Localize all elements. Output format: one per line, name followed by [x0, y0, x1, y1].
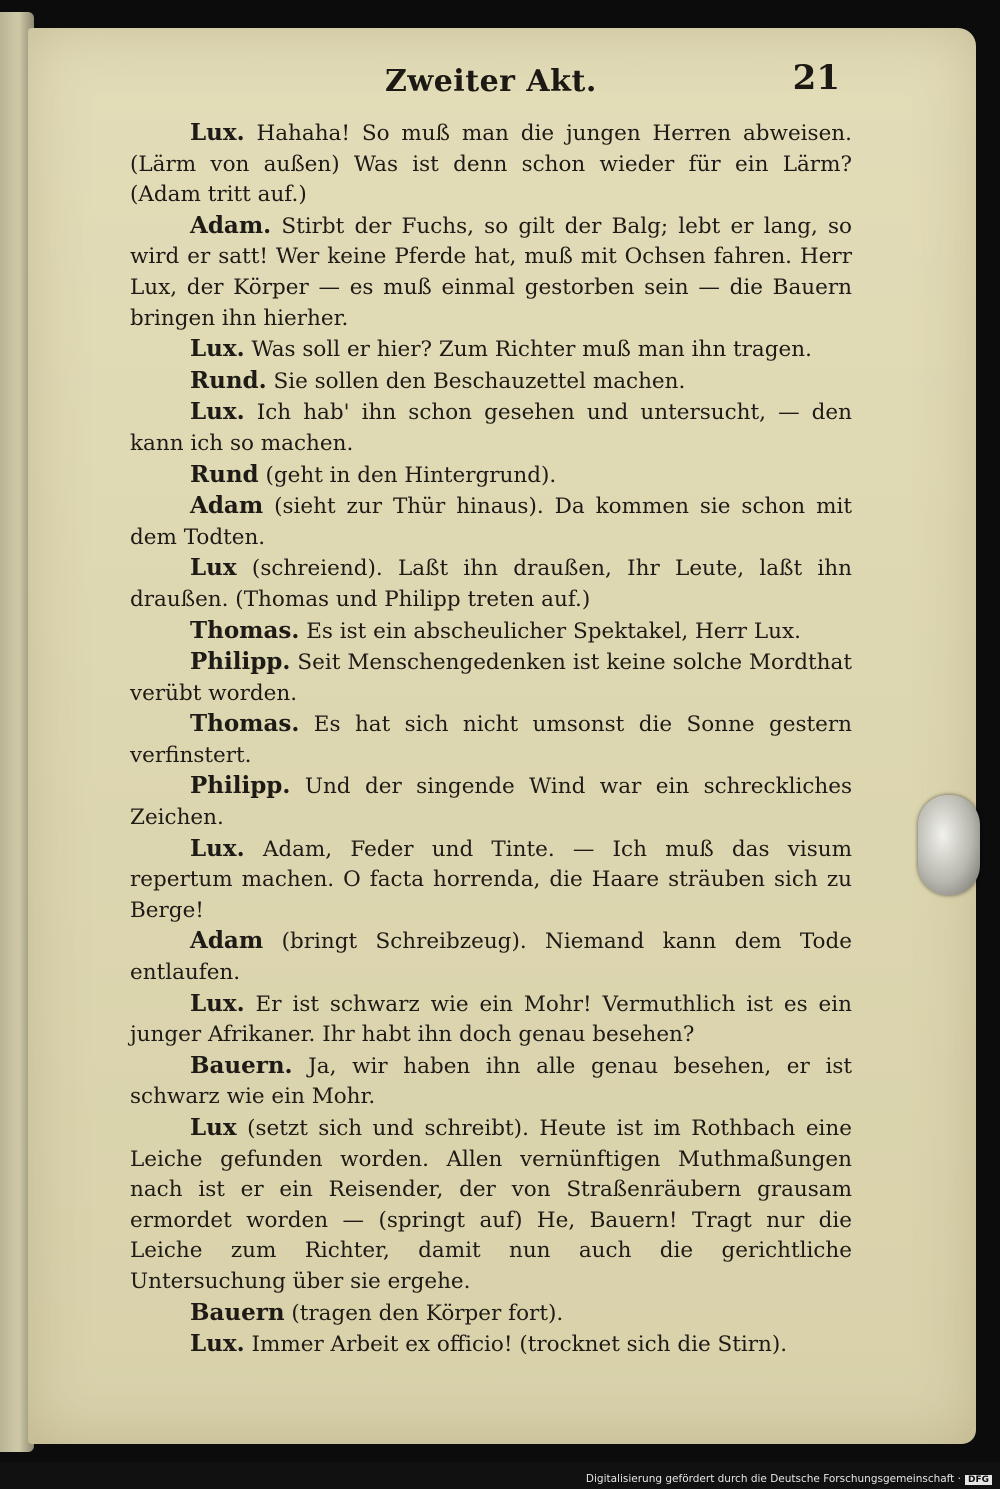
paragraph [130, 834, 852, 927]
page-header [385, 58, 840, 108]
speaker-name: Adam [190, 492, 264, 520]
paragraph [130, 616, 852, 648]
paragraph [130, 397, 852, 459]
paragraph [130, 211, 852, 334]
speaker-name: Rund. [190, 366, 267, 394]
paragraph [130, 709, 852, 771]
speaker-name: Lux [190, 1114, 237, 1141]
dialogue-text: (schreiend). Laßt ihn draußen, Ihr Leute, laßt ihn draußen. (Thomas und Philipp treten auf.) [130, 556, 852, 612]
paragraph [130, 926, 852, 988]
dialogue-text: Adam, Feder und Tinte. — Ich muß das visum repertum machen. O facta horrenda, die Haare sträuben sich zu Berge! [130, 836, 852, 923]
footer-credit [586, 1473, 992, 1485]
paragraph [130, 647, 852, 709]
speaker-name: Adam. [190, 211, 272, 239]
dialogue-text: Immer Arbeit ex officio! (trocknet sich die Stirn). [244, 1332, 788, 1358]
speaker-name: Bauern [190, 1298, 285, 1326]
speaker-name: Lux. [190, 119, 245, 146]
paragraph [130, 491, 852, 553]
paragraph [130, 460, 852, 492]
dialogue-text: (geht in den Hintergrund). [258, 462, 557, 488]
speaker-name: Adam [190, 927, 264, 955]
speaker-name: Philipp. [190, 772, 291, 800]
paragraph [130, 334, 852, 366]
dialogue-text: Was soll er hier? Zum Richter muß man ihn tragen. [244, 337, 812, 363]
dialogue-text: Sie sollen den Beschauzettel machen. [266, 368, 686, 394]
dialogue-text: (setzt sich und schreibt). Heute ist im Rothbach eine Leiche gefunden worden. Allen vernünftigen Muthmaßungen nach ist er ein Reisender, der von Straßenräubern grausam ermordet worden — (springt auf) He, Bauern! Tragt nur die Leiche zum Richter, damit nun auch die gerichtliche Untersuchung über sie ergehe. [130, 1116, 852, 1294]
dialogue-text: Hahaha! So muß man die jungen Herren abweisen. (Lärm von außen) Was ist denn schon wieder für ein Lärm? (Adam tritt auf.) [130, 121, 852, 208]
dialogue-text: (tragen den Körper fort). [284, 1300, 564, 1326]
dialogue-text: Es ist ein abscheulicher Spektakel, Herr Lux. [299, 618, 801, 644]
paragraph [130, 989, 852, 1051]
dialogue-text: Es hat sich nicht umsonst die Sonne gestern verfinstert. [130, 712, 852, 768]
dialogue-text: Ich hab' ihn schon gesehen und untersucht, — den kann ich so machen. [130, 400, 852, 456]
speaker-name: Thomas. [190, 616, 300, 644]
speaker-name: Lux [190, 554, 237, 582]
page-number: 21 [792, 58, 840, 98]
dialogue-text: Und der singende Wind war ein schreckliches Zeichen. [130, 774, 852, 831]
dialogue-text: Seit Menschengedenken ist keine solche Mordthat verübt worden. [130, 650, 852, 706]
speaker-name: Lux. [190, 335, 245, 363]
dialogue-text: Er ist schwarz wie ein Mohr! Vermuthlich ist es ein junger Afrikaner. Ihr habt ihn doch genau besehen? [130, 991, 852, 1048]
dialogue-text: Ja, wir haben ihn alle genau besehen, er ist schwarz wie ein Mohr. [130, 1053, 852, 1110]
paragraph [130, 771, 852, 833]
speaker-name: Lux. [190, 989, 245, 1017]
dialogue-text: Stirbt der Fuchs, so gilt der Balg; lebt er lang, so wird er satt! Wer keine Pferde hat, muß mit Ochsen fahren. Herr Lux, der Körper — es muß einmal gestorben sein — die Bauern bringen ihn hierher. [130, 213, 852, 331]
speaker-name: Lux. [190, 398, 245, 426]
speaker-name: Thomas. [190, 710, 300, 738]
speaker-name: Bauern. [190, 1051, 293, 1079]
dialogue-text: (bringt Schreibzeug). Niemand kann dem Tode entlaufen. [130, 929, 852, 986]
speaker-name: Rund [190, 460, 259, 488]
dfg-logo: DFG [965, 1475, 992, 1485]
paragraph [130, 1298, 852, 1330]
footer-text: Digitalisierung gefördert durch die Deutsche Forschungsgemeinschaft · [585, 1473, 961, 1485]
dialogue-text: (sieht zur Thür hinaus). Da kommen sie schon mit dem Todten. [130, 494, 852, 550]
speaker-name: Lux. [190, 834, 245, 862]
play-text [130, 118, 852, 1361]
paragraph [130, 1113, 852, 1298]
paragraph [130, 553, 852, 615]
page-clip [918, 795, 980, 895]
paragraph [130, 366, 852, 398]
paragraph [130, 118, 852, 211]
running-title: Zweiter Akt. [385, 64, 597, 99]
paragraph [130, 1329, 852, 1361]
paragraph [130, 1051, 852, 1113]
speaker-name: Philipp. [190, 648, 291, 676]
speaker-name: Lux. [190, 1330, 245, 1358]
